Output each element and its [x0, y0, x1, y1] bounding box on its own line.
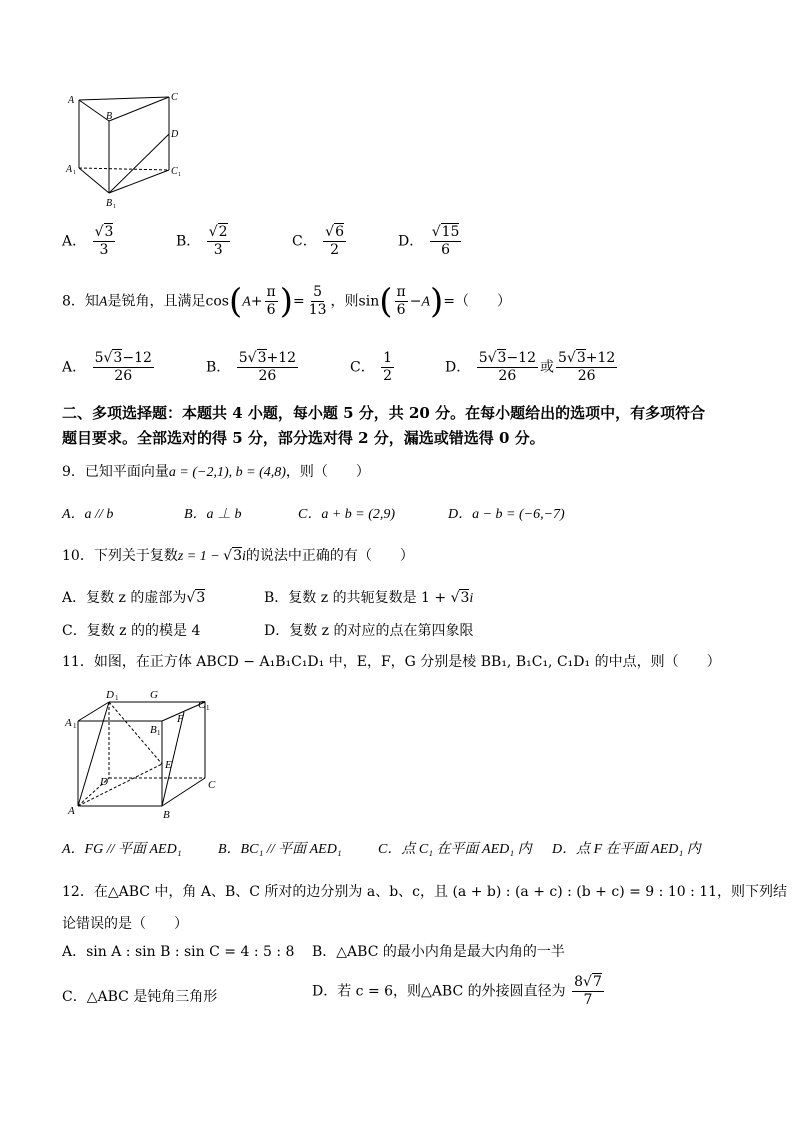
svg-text:1: 1 [206, 704, 210, 712]
q12-option-a[interactable]: A．sin A : sin B : sin C = 4 : 5 : 8 [62, 944, 295, 960]
q12-option-b[interactable]: B．△ABC 的最小内角是最大内角的一半 [312, 944, 565, 960]
q11-option-c[interactable]: C．点 C₁ 在平面 AED₁ 内 [378, 842, 532, 857]
svg-text:1: 1 [178, 172, 181, 178]
q12-option-c[interactable]: C．△ABC 是钝角三角形 [62, 989, 218, 1005]
q10-option-b[interactable]: B．复数 z 的共轭复数是 1 + √3i [264, 590, 474, 606]
q11-option-b[interactable]: B．BC₁ // 平面 AED₁ [218, 842, 342, 857]
label-A1: A [65, 717, 72, 729]
label-B1: B [150, 724, 157, 736]
label-B: B [163, 809, 170, 821]
q10-option-d[interactable]: D．复数 z 的对应的点在第四象限 [264, 623, 474, 639]
q7-option-b[interactable]: B． $\frac{√2}{3}$ [176, 224, 228, 258]
q11-option-d[interactable]: D．点 F 在平面 AED₁ 内 [552, 842, 701, 857]
q7-option-c[interactable]: C． $\frac{√6}{2}$ [292, 224, 345, 258]
section-heading-line2: 题目要求。全部选对的得 5 分，部分选对得 2 分，漏选或错选得 0 分。 [62, 429, 545, 447]
q9-stem: 9．已知平面向量a = (−2,1), b = (4,8)，则（ ） [62, 464, 370, 480]
label-D: D [171, 129, 179, 140]
label-C1: C [171, 166, 178, 177]
label-C1: C [198, 699, 206, 711]
q7-option-a[interactable]: A． $\frac{√3}{3}$ [62, 224, 114, 258]
q9-option-c[interactable]: C．a + b = (2,9) [298, 507, 396, 522]
label-C: C [171, 92, 178, 103]
q8-option-c[interactable]: C． $\frac{1}{2}$ [350, 350, 393, 384]
svg-text:1: 1 [115, 694, 119, 702]
q8-stem: 8．知A是锐角，且满足cos(A+ $\frac{\pi}{6}$ )= $\frac{5}{13}$ ，则sin( $\frac{\pi}{6}$ −A)=（ ） [62, 281, 511, 322]
label-A: A [68, 805, 75, 817]
section-heading-line1: 二、多项选择题：本题共 4 小题，每小题 5 分，共 20 分。在每小题给出的选项中，有多项符合 [62, 404, 706, 422]
label-A: A [68, 95, 75, 106]
q11-option-a[interactable]: A．FG // 平面 AED₁ [62, 842, 182, 857]
q8-option-a[interactable]: A． $\frac{5√3-12}{26}$ [62, 350, 152, 384]
label-A1: A [66, 164, 73, 175]
label-F: F [177, 713, 184, 725]
cube-figure [62, 688, 222, 823]
q12-option-d[interactable]: D．若 c = 6，则△ABC 的外接圆直径为 $\frac{8√7}{7}$ [312, 974, 602, 1008]
label-G: G [150, 689, 158, 701]
label-C: C [208, 779, 216, 791]
q10-stem: 10．下列关于复数z = 1 − √3i的说法中正确的有（ ） [62, 548, 414, 564]
label-E: E [165, 759, 172, 771]
q7-option-d[interactable]: D． $\frac{√15}{6}$ [398, 224, 460, 258]
svg-text:1: 1 [73, 170, 76, 176]
svg-text:1: 1 [157, 729, 161, 737]
svg-text:1: 1 [113, 204, 116, 210]
q8-option-b[interactable]: B． $\frac{5√3+12}{26}$ [206, 350, 297, 384]
q10-option-a[interactable]: A．复数 z 的虚部为√3 [62, 590, 206, 606]
q11-stem: 11．如图，在正方体 ABCD − A₁B₁C₁D₁ 中，E，F，G 分别是棱 BB₁, B₁C₁, C₁D₁ 的中点，则（ ） [62, 654, 721, 670]
prism-figure [62, 88, 192, 213]
q10-option-c[interactable]: C．复数 z 的的模是 4 [62, 623, 201, 639]
label-B1: B [106, 198, 113, 209]
q9-option-b[interactable]: B．a ⊥ b [184, 507, 242, 522]
label-D: D [100, 776, 108, 788]
q12-stem-line1: 12．在△ABC 中，角 A、B、C 所对的边分别为 a、b、c，且 (a + b) : (a + c) : (b + c) = 9 : 10 : 11，则下列结 [62, 884, 788, 900]
q9-option-d[interactable]: D．a − b = (−6,−7) [448, 507, 565, 522]
label-B: B [106, 111, 113, 122]
q9-option-a[interactable]: A．a // b [62, 507, 114, 522]
svg-text:1: 1 [73, 722, 77, 730]
label-D1: D [106, 689, 114, 701]
q8-option-d[interactable]: D． $\frac{5√3-12}{26}$ 或 $\frac{5√3+12}{26}$ [445, 350, 616, 384]
q12-stem-line2: 论错误的是（ ） [62, 916, 188, 932]
